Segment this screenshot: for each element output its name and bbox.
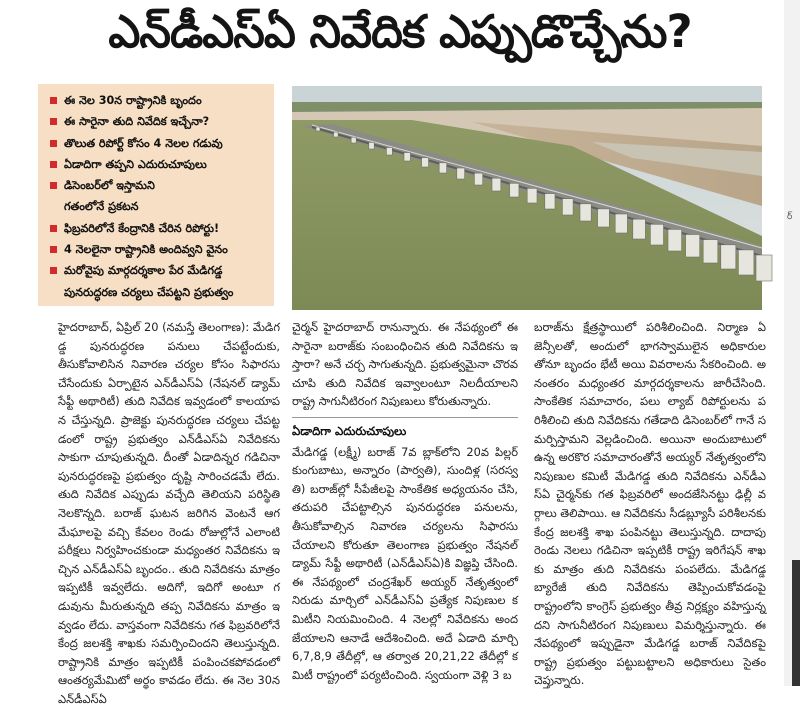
highlight-item: ఈ సారైనా తుది నివేదిక ఇచ్చేనా? <box>50 111 268 132</box>
article-paragraph: హైదరాబాద్, ఏప్రిల్ 20 (నమస్తే తెలంగాణ): మేడిగడ్డ పునరుద్ధరణ పనులు చేపట్టేందుకు, తీసుకోవాలిసిన నివారణ చర్యల కోసం సిఫారసు చేసేందుకు ఏర్పాటైన ఎన్‌డీఎస్ఏ (నేషనల్ డ్యామ్ సేఫ్టీ అథారిటీ) తుది నివేదిక ఇవ్వడంలో కాలయాపన చేస్తున్నది. ప్రాజెక్టు పునరుద్ధరణ చర్యలు చేపట్టడంలో రాష్ట్ర ప్రభుత్వం ఎన్‌డీఎస్ఏ నివేదికను సాకుగా చూపుతున్నది. దీంతో ఏడాదిన్నర గడిచినా పునరుద్ధరణపై ప్రభుత్వం దృష్టి సారించడమే లేదు. తుది నివేదిక ఎప్పుడు వచ్చేది తెలియని పరిస్థితి నెలకొన్నది. బరాజ్ ఘటన జరిగిన వెంటనే ఆగమేఘాలపై వచ్చి కేవలం రెండు రోజుల్లోనే ఎలాంటి పరీక్షలు నిర్వహించకుండా మధ్యంతర నివేదికను ఇచ్చిన ఎన్‌డీఎస్ఏ బృందం.. తుది నివేదికను మాత్రం ఇప్పటికీ ఇవ్వలేదు. అదిగో, ఇదిగో అంటూ గడువును మీరుతున్నది తప్ప నివేదికను మాత్రం ఇవ్వడం లేదు. వాస్తవంగా నివేదికను గత ఫిబ్రవరిలోనే కేంద్ర జలశక్తి శాఖకు సమర్పించిందని తెలుస్తున్నది. రాష్ట్రానికి మాత్రం ఇప్పటికీ పంపించకపోవడంలో ఆంతర్యమేమిటో అర్థం కావడం లేదు. ఈ నెల 30న ఎన్‌డీఎస్ఏ <box>58 320 280 706</box>
article-paragraph: చైర్మన్ హైదరాబాద్ రానున్నారు. ఈ నేపథ్యంలో ఈ సారైనా బరాజ్‌కు సంబంధించిన తుది నివేదికను ఇస్తారా? అనే చర్చ సాగుతున్నది. ప్రభుత్వమైనా చొరవ చూపి తుది నివేదిక ఇవ్వాలంటూ నిలదీయాలని రాష్ట్ర సాగునీటిరంగ నిపుణులు కోరుతున్నారు. <box>292 320 518 409</box>
highlights-box <box>38 84 274 306</box>
barrage-pier <box>721 245 736 269</box>
article-paragraph: బరాజ్‌ను క్షేత్రస్థాయిలో పరిశీలించింది. నిర్మాణ ఏజెన్సీలతో, అందులో భాగస్వాములైన అధికారులతోనూ బృందం భేటీ అయి వివరాలను సేకరించింది. అనంతరం మధ్యంతర మార్గదర్శకాలను జారీచేసింది. సాంకేతిక సమాచారం, పలు ల్యాబ్ రిపోర్టులను పరిశీలించి తుది నివేదికను గతేడాది డిసెంబర్‌లో గానే సమర్పిస్తామని వెల్లడించింది. అయినా అందుబాటులో ఉన్న అరకొర సమాచారంతోనే అయ్యర్ నేతృత్వంలోని నిపుణుల కమిటీ మేడిగడ్డ తుది నివేదికను ఎన్‌డీఎస్ఏ చైర్మన్‌కు గత ఫిబ్రవరిలో అందజేసినట్టు ఢిల్లీ వర్గాలు తెలిపాయి. ఆ నివేదికను సీడబ్ల్యూసీ పరిశీలనకు కేంద్ర జలశక్తి శాఖ పంపినట్టు తెలుస్తున్నది. దాదాపు రెండు నెలలు గడిచినా ఇప్పటికీ రాష్ట్ర ఇరిగేషన్ శాఖకు మాత్రం తుది నివేదికను పంపలేదు. మేడిగడ్డ బ్యారేజీ తుది నివేదికను తెప్పించుకోవడంపై రాష్ట్రంలోని కాంగ్రెస్ ప్రభుత్వం తీవ్ర నిర్లక్ష్యం వహిస్తున్నదని సాగునీటిరంగ నిపుణులు విమర్శిస్తున్నారు. ఈ నేపథ్యంలో ఇప్పుడైనా మేడిగడ్డ బరాజ్ నివేదికపై రాష్ట్ర ప్రభుత్వం పట్టుబట్టాలని అధికారులు సైతం చెప్తున్నారు. <box>534 320 766 688</box>
barrage-pier <box>756 255 772 281</box>
edge-dark-strip <box>792 560 800 686</box>
highlight-item: డిసెంబర్‌లో ఇస్తామని <box>50 175 268 196</box>
adjacent-page-edge <box>784 0 800 686</box>
barrage-pier <box>527 188 537 203</box>
barrage-pier <box>580 204 591 221</box>
barrage-pier <box>422 158 429 167</box>
barrage-pier <box>668 229 682 251</box>
highlights-list <box>38 84 274 303</box>
barrage-pier <box>738 250 754 275</box>
barrage-pier <box>316 127 320 131</box>
barrage-pier <box>334 132 339 137</box>
barrage-pier <box>439 163 446 173</box>
barrage-pier <box>474 173 482 185</box>
edge-text: ర్ <box>787 212 793 222</box>
barrage-pier <box>404 153 410 161</box>
highlight-item: ఈ నెల 30న రాష్ట్రానికి బృందం <box>50 90 268 111</box>
barrage-pier <box>562 199 573 215</box>
barrage-pier <box>545 194 555 209</box>
barrage-pier <box>510 183 519 197</box>
headline: ఎన్‌డీఎస్ఏ నివేదిక ఎప్పుడొచ్చేను? <box>108 5 692 58</box>
barrage-pier <box>650 224 663 245</box>
barrage-pier <box>633 219 646 239</box>
highlight-item: ఫిబ్రవరిలోనే కేంద్రానికి చేరిన రిపోర్టు! <box>50 218 268 239</box>
highlight-item: పునరుద్ధరణ చర్యలు చేపట్టని ప్రభుత్వం <box>64 285 234 299</box>
highlight-item: ఏడాదిగా తప్పని ఎదురుచూపులు <box>50 154 268 175</box>
highlight-item: గతంలోనే ప్రకటన <box>64 200 139 214</box>
article-paragraph: మేడిగడ్డ (లక్ష్మీ) బరాజ్ 7వ బ్లాక్‌లోని 20వ పిల్లర్ కుంగుబాటు, అన్నారం (పార్వతి), సుందిళ్ల (సరస్వతి) బరాజ్‌ల్లో సీపేజీలపై సాంకేతిక అధ్యయనం చేసి, తదుపరి చేపట్టాల్సిన పునరుద్ధరణ పనులను, తీసుకోవాల్సిన నివారణ చర్యలను సిఫారసు చేయాలని కోరుతూ తెలంగాణ ప్రభుత్వం నేషనల్ డ్యామ్ సేఫ్టీ అథారిటీ (ఎన్‌డీఎస్ఏ)కి విజ్ఞప్తి చేసింది. ఈ నేపథ్యంలో చంద్రశేఖర్ అయ్యర్ నేతృత్వంలో నిరుడు మార్చిలో ఎన్‌డీఎస్ఏ ప్రత్యేక నిపుణుల కమిటీని నియమించింది. 4 నెలల్లో నివేదికను అందజేయాలని ఆనాడే ఆదేశించింది. అదే ఏడాది మార్చి 6,7,8,9 తేదీల్లో, ఆ తర్వాత 20,21,22 తేదీల్లో కమిటీ రాష్ట్రంలో పర్యటించింది. స్వయంగా వెళ్లి 3 బ <box>292 444 518 682</box>
barrage-pier <box>598 209 610 227</box>
barrage-pier <box>351 137 356 143</box>
barrage-pier <box>369 142 374 149</box>
barrage-photo-image <box>292 86 762 310</box>
barrage-pier <box>457 168 465 179</box>
article-column-2 <box>292 318 518 686</box>
barrage-pier <box>703 240 718 263</box>
highlight-item: 4 నెలలైనా రాష్ట్రానికి అందివ్వని వైనం <box>50 239 268 260</box>
barrage-pier <box>492 178 501 191</box>
barrage-pier <box>615 214 627 233</box>
barrage-pier <box>686 235 700 258</box>
article-subheading: ఏడాదిగా ఎదురుచూపులు <box>292 417 518 441</box>
barrage-photo <box>292 86 762 310</box>
article-column-3 <box>534 318 766 686</box>
highlight-item: తొలుత రిపోర్ట్ కోసం 4 నెలల గడువు <box>50 133 268 154</box>
highlight-item: మరోవైపు మార్గదర్శకాల పేర మేడిగడ్డ <box>50 260 268 281</box>
barrage-pier <box>386 148 392 156</box>
article-column-1 <box>58 318 280 706</box>
